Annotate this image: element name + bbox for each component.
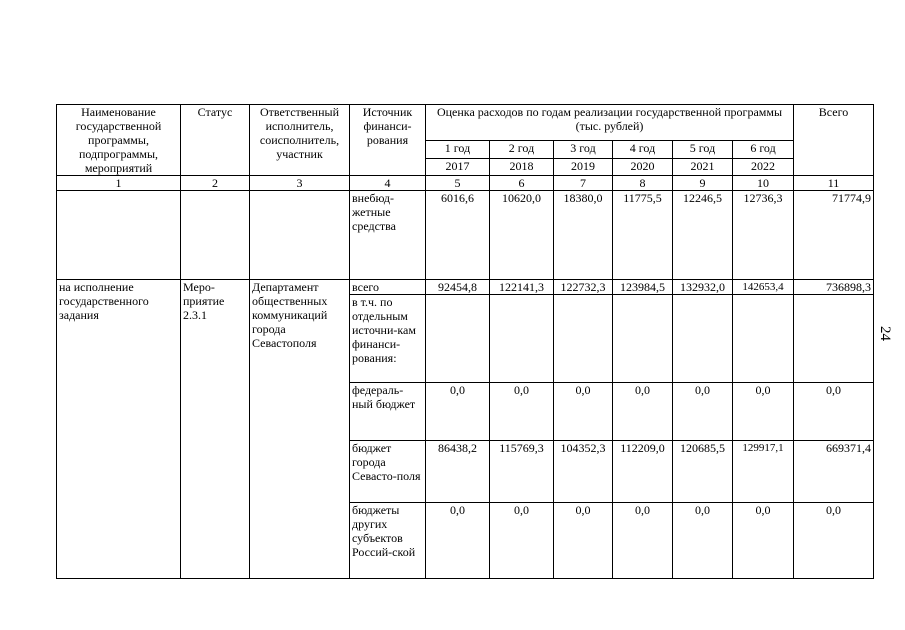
col-number: 3 — [250, 176, 350, 191]
value-cell: 0,0 — [673, 503, 733, 579]
activity-name: на исполнение государственного задания — [57, 280, 181, 579]
page-number: 24 — [877, 326, 893, 341]
year-4: 2020 — [613, 158, 673, 175]
year-2: 2018 — [490, 158, 554, 175]
header-status: Статус — [181, 105, 250, 176]
col-number: 6 — [490, 176, 554, 191]
header-source: Источник финанси-рования — [350, 105, 426, 176]
header-estimate: Оценка расходов по годам реализации государственной программы (тыс. рублей) — [426, 105, 794, 141]
value-cell: 0,0 — [490, 503, 554, 579]
year-label-2: 2 год — [490, 141, 554, 158]
value-cell: 12246,5 — [673, 191, 733, 280]
value-cell: 115769,3 — [490, 441, 554, 503]
value-cell: 92454,8 — [426, 280, 490, 295]
value-cell: 10620,0 — [490, 191, 554, 280]
value-cell: 18380,0 — [554, 191, 613, 280]
source-cell: федераль-ный бюджет — [350, 383, 426, 441]
value-cell: 0,0 — [673, 383, 733, 441]
value-cell: 6016,6 — [426, 191, 490, 280]
value-cell: 123984,5 — [613, 280, 673, 295]
value-cell: 0,0 — [794, 503, 874, 579]
header-total: Всего — [794, 105, 874, 176]
value-cell: 0,0 — [613, 383, 673, 441]
value-cell: 0,0 — [490, 383, 554, 441]
year-1: 2017 — [426, 158, 490, 175]
year-5: 2021 — [673, 158, 733, 175]
value-cell: 104352,3 — [554, 441, 613, 503]
value-cell: 86438,2 — [426, 441, 490, 503]
activity-status: Меро-приятие 2.3.1 — [181, 280, 250, 579]
col-number: 7 — [554, 176, 613, 191]
year-label-6: 6 год — [733, 141, 794, 158]
col-number: 5 — [426, 176, 490, 191]
col-number: 10 — [733, 176, 794, 191]
activity-responsible: Департамент общественных коммуникаций города Севастополя — [250, 280, 350, 579]
table-row — [57, 280, 874, 295]
value-cell: 112209,0 — [613, 441, 673, 503]
year-6: 2022 — [733, 158, 794, 175]
value-cell: 142653,4 — [733, 280, 794, 295]
value-cell: 0,0 — [733, 503, 794, 579]
value-cell: 122732,3 — [554, 280, 613, 295]
budget-table — [56, 104, 874, 579]
source-cell: всего — [350, 280, 426, 295]
year-label-5: 5 год — [673, 141, 733, 158]
value-cell: 12736,3 — [733, 191, 794, 280]
value-cell: 120685,5 — [673, 441, 733, 503]
table-row — [57, 191, 874, 280]
col-number: 8 — [613, 176, 673, 191]
value-cell: 0,0 — [554, 383, 613, 441]
year-label-1: 1 год — [426, 141, 490, 158]
col-number: 1 — [57, 176, 181, 191]
value-cell: 11775,5 — [613, 191, 673, 280]
value-cell: 71774,9 — [794, 191, 874, 280]
value-cell: 0,0 — [426, 503, 490, 579]
year-3: 2019 — [554, 158, 613, 175]
source-cell: бюджеты других субъектов Россий-ской — [350, 503, 426, 579]
col-number: 11 — [794, 176, 874, 191]
source-cell: в т.ч. по отдельным источни-кам финанси-рования: — [350, 295, 426, 383]
source-cell: внебюд-жетные средства — [350, 191, 426, 280]
header-responsible: Ответственный исполнитель, соисполнитель, участник — [250, 105, 350, 176]
value-cell: 129917,1 — [733, 441, 794, 503]
source-cell: бюджет города Севасто-поля — [350, 441, 426, 503]
year-label-4: 4 год — [613, 141, 673, 158]
value-cell: 0,0 — [794, 383, 874, 441]
col-number: 9 — [673, 176, 733, 191]
value-cell: 132932,0 — [673, 280, 733, 295]
col-number: 2 — [181, 176, 250, 191]
value-cell: 736898,3 — [794, 280, 874, 295]
header-name: Наименование государственной программы, подпрограммы, мероприятий — [57, 105, 181, 176]
value-cell: 0,0 — [554, 503, 613, 579]
value-cell: 122141,3 — [490, 280, 554, 295]
col-number: 4 — [350, 176, 426, 191]
value-cell: 0,0 — [613, 503, 673, 579]
value-cell: 669371,4 — [794, 441, 874, 503]
value-cell: 0,0 — [733, 383, 794, 441]
year-label-3: 3 год — [554, 141, 613, 158]
value-cell: 0,0 — [426, 383, 490, 441]
